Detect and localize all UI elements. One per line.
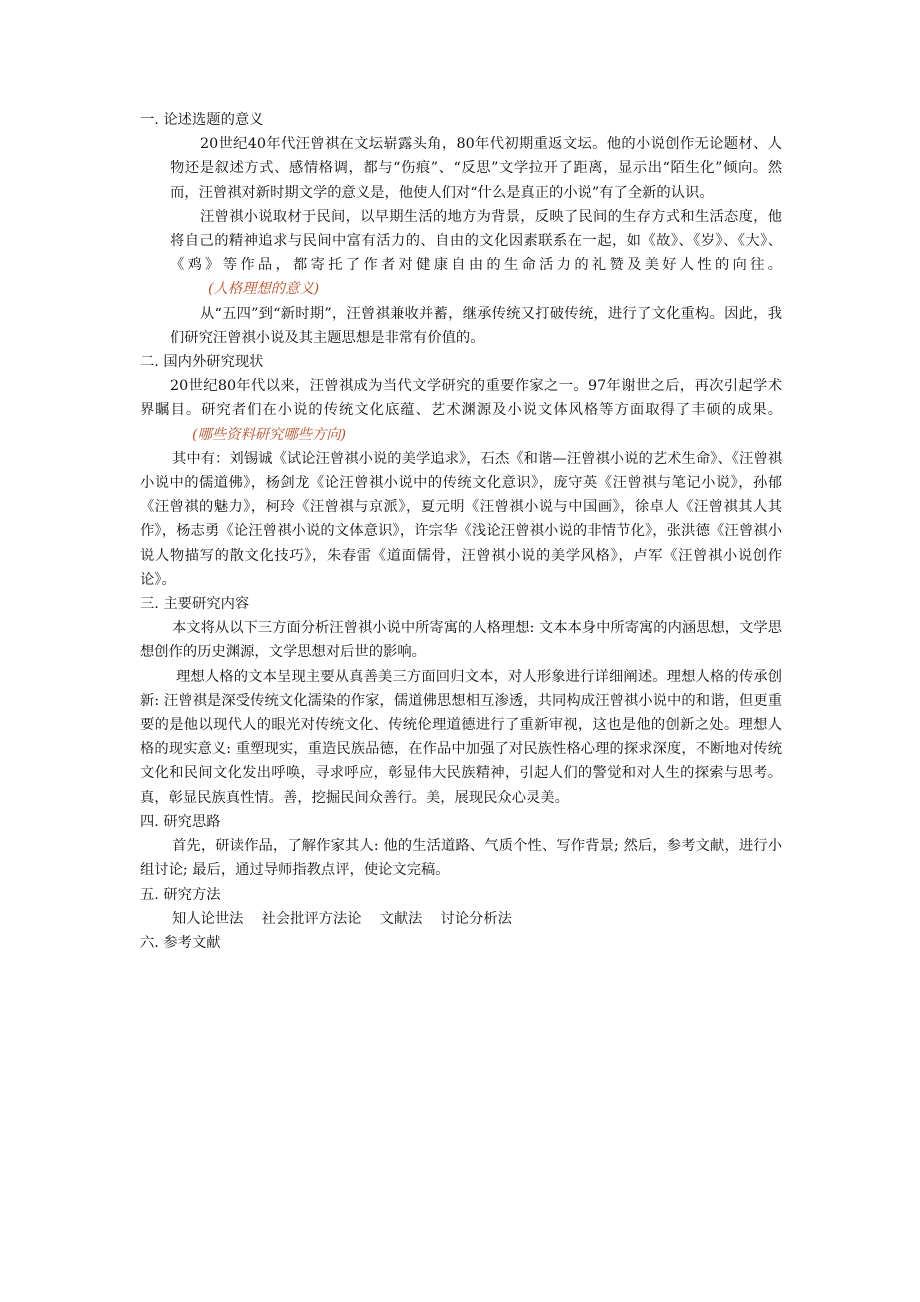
section-2-paragraph-1-text: 20世纪80年代以来，汪曾祺成为当代文学研究的重要作家之一。97年谢世之后，再次引起学术界瞩目。研究者们在小说的传统文化底蕴、艺术渊源及小说文体风格等方面取得了丰硕的成果。 (140, 378, 782, 419)
section-4-heading: 四. 研究思路 (140, 813, 221, 830)
section-2-heading: 二. 国内外研究现状 (140, 354, 264, 371)
section-1-paragraph-3: 从“五四”到“新时期”，汪曾祺兼收并蓄，继承传统又打破传统，进行了文化重构。因此，我们研究汪曾祺小说及其主题思想是非常有价值的。 (170, 305, 782, 346)
section-2-paragraph-1 (140, 374, 782, 447)
section-1-paragraph-1: 20世纪40年代汪曾祺在文坛崭露头角，80年代初期重返文坛。他的小说创作无论题材、人物还是叙述方式、感情格调，都与“伤痕”、“反思”文学拉开了距离，显示出“陌生化”倾向。然而，汪曾祺对新时期文学的意义是，他使人们对“什么是真正的小说”有了全新的认识。 (170, 136, 782, 201)
section-3-heading: 三. 主要研究内容 (140, 596, 250, 613)
document-page (140, 108, 782, 955)
section-1-heading: 一. 论述选题的意义 (140, 112, 264, 128)
annotation-research-directions: (哪些资料研究哪些方向) (192, 426, 347, 443)
section-3-paragraph-2: 理想人格的文本呈现主要从真善美三方面回归文本，对人形象进行详细阐述。理想人格的传承创新: 汪曾祺是深受传统文化濡染的作家，儒道佛思想相互渗透，共同构成汪曾祺小说中的和谐，但更重要的是他以现代人的眼光对传统文化、传统伦理道德进行了重新审视，这也是他的创新之处。理想人格的现实意义: 重塑现实，重造民族品德，在作品中加强了对民族性格心理的探求深度，不断地对传统文化和民间文化发出呼唤，寻求呼应，彰显伟大民族精神，引起人们的警觉和对人生的探索与思考。 真，彰显民族真性情。善，挖掘民间众善行。美，展现民众心灵美。 (140, 668, 782, 806)
research-methods-list (140, 907, 782, 931)
section-3-paragraph-1: 本文将从以下三方面分析汪曾祺小说中所寄寓的人格理想: 文本本身中所寄寓的内涵思想，文学思想创作的历史渊源，文学思想对后世的影响。 (140, 620, 782, 661)
method-item: 文献法 (379, 910, 423, 927)
method-item: 讨论分析法 (440, 910, 512, 927)
section-1-paragraph-2-text: 汪曾祺小说取材于民间，以早期生活的地方为背景，反映了民间的生存方式和生活态度，他将自己的精神追求与民间中富有活力的、自由的文化因素联系在一起，如《故》、《岁》、《大》、《鸡》等作品，都寄托了作者对健康自由的生命活力的礼赞及美好人性的向往。 (170, 208, 782, 274)
method-item: 社会批评方法论 (261, 910, 362, 927)
section-2-paragraph-2: 其中有：刘锡诚《试论汪曾祺小说的美学追求》，石杰《和谐—汪曾祺小说的艺术生命》、《汪曾祺小说中的儒道佛》，杨剑龙《论汪曾祺小说中的传统文化意识》，庞守英《汪曾祺与笔记小说》，孙郁《汪曾祺的魅力》，柯玲《汪曾祺与京派》，夏元明《汪曾祺小说与中国画》，徐卓人《汪曾祺其人其作》，杨志勇《论汪曾祺小说的文体意识》，许宗华《浅论汪曾祺小说的非情节化》，张洪德《汪曾祺小说人物描写的散文化技巧》，朱春雷《道面儒骨，汪曾祺小说的美学风格》，卢军《汪曾祺小说创作论》。 (140, 450, 782, 588)
section-6-heading: 六. 参考文献 (140, 934, 221, 951)
section-4-paragraph-1: 首先，研读作品，了解作家其人: 他的生活道路、气质个性、写作背景; 然后，参考文献，进行小组讨论; 最后，通过导师指教点评，使论文完稿。 (140, 838, 782, 879)
section-1-paragraph-2 (140, 205, 782, 302)
method-item: 知人论世法 (172, 910, 244, 927)
annotation-personality-ideal: (人格理想的意义) (208, 281, 320, 298)
section-5-heading: 五. 研究方法 (140, 886, 221, 903)
